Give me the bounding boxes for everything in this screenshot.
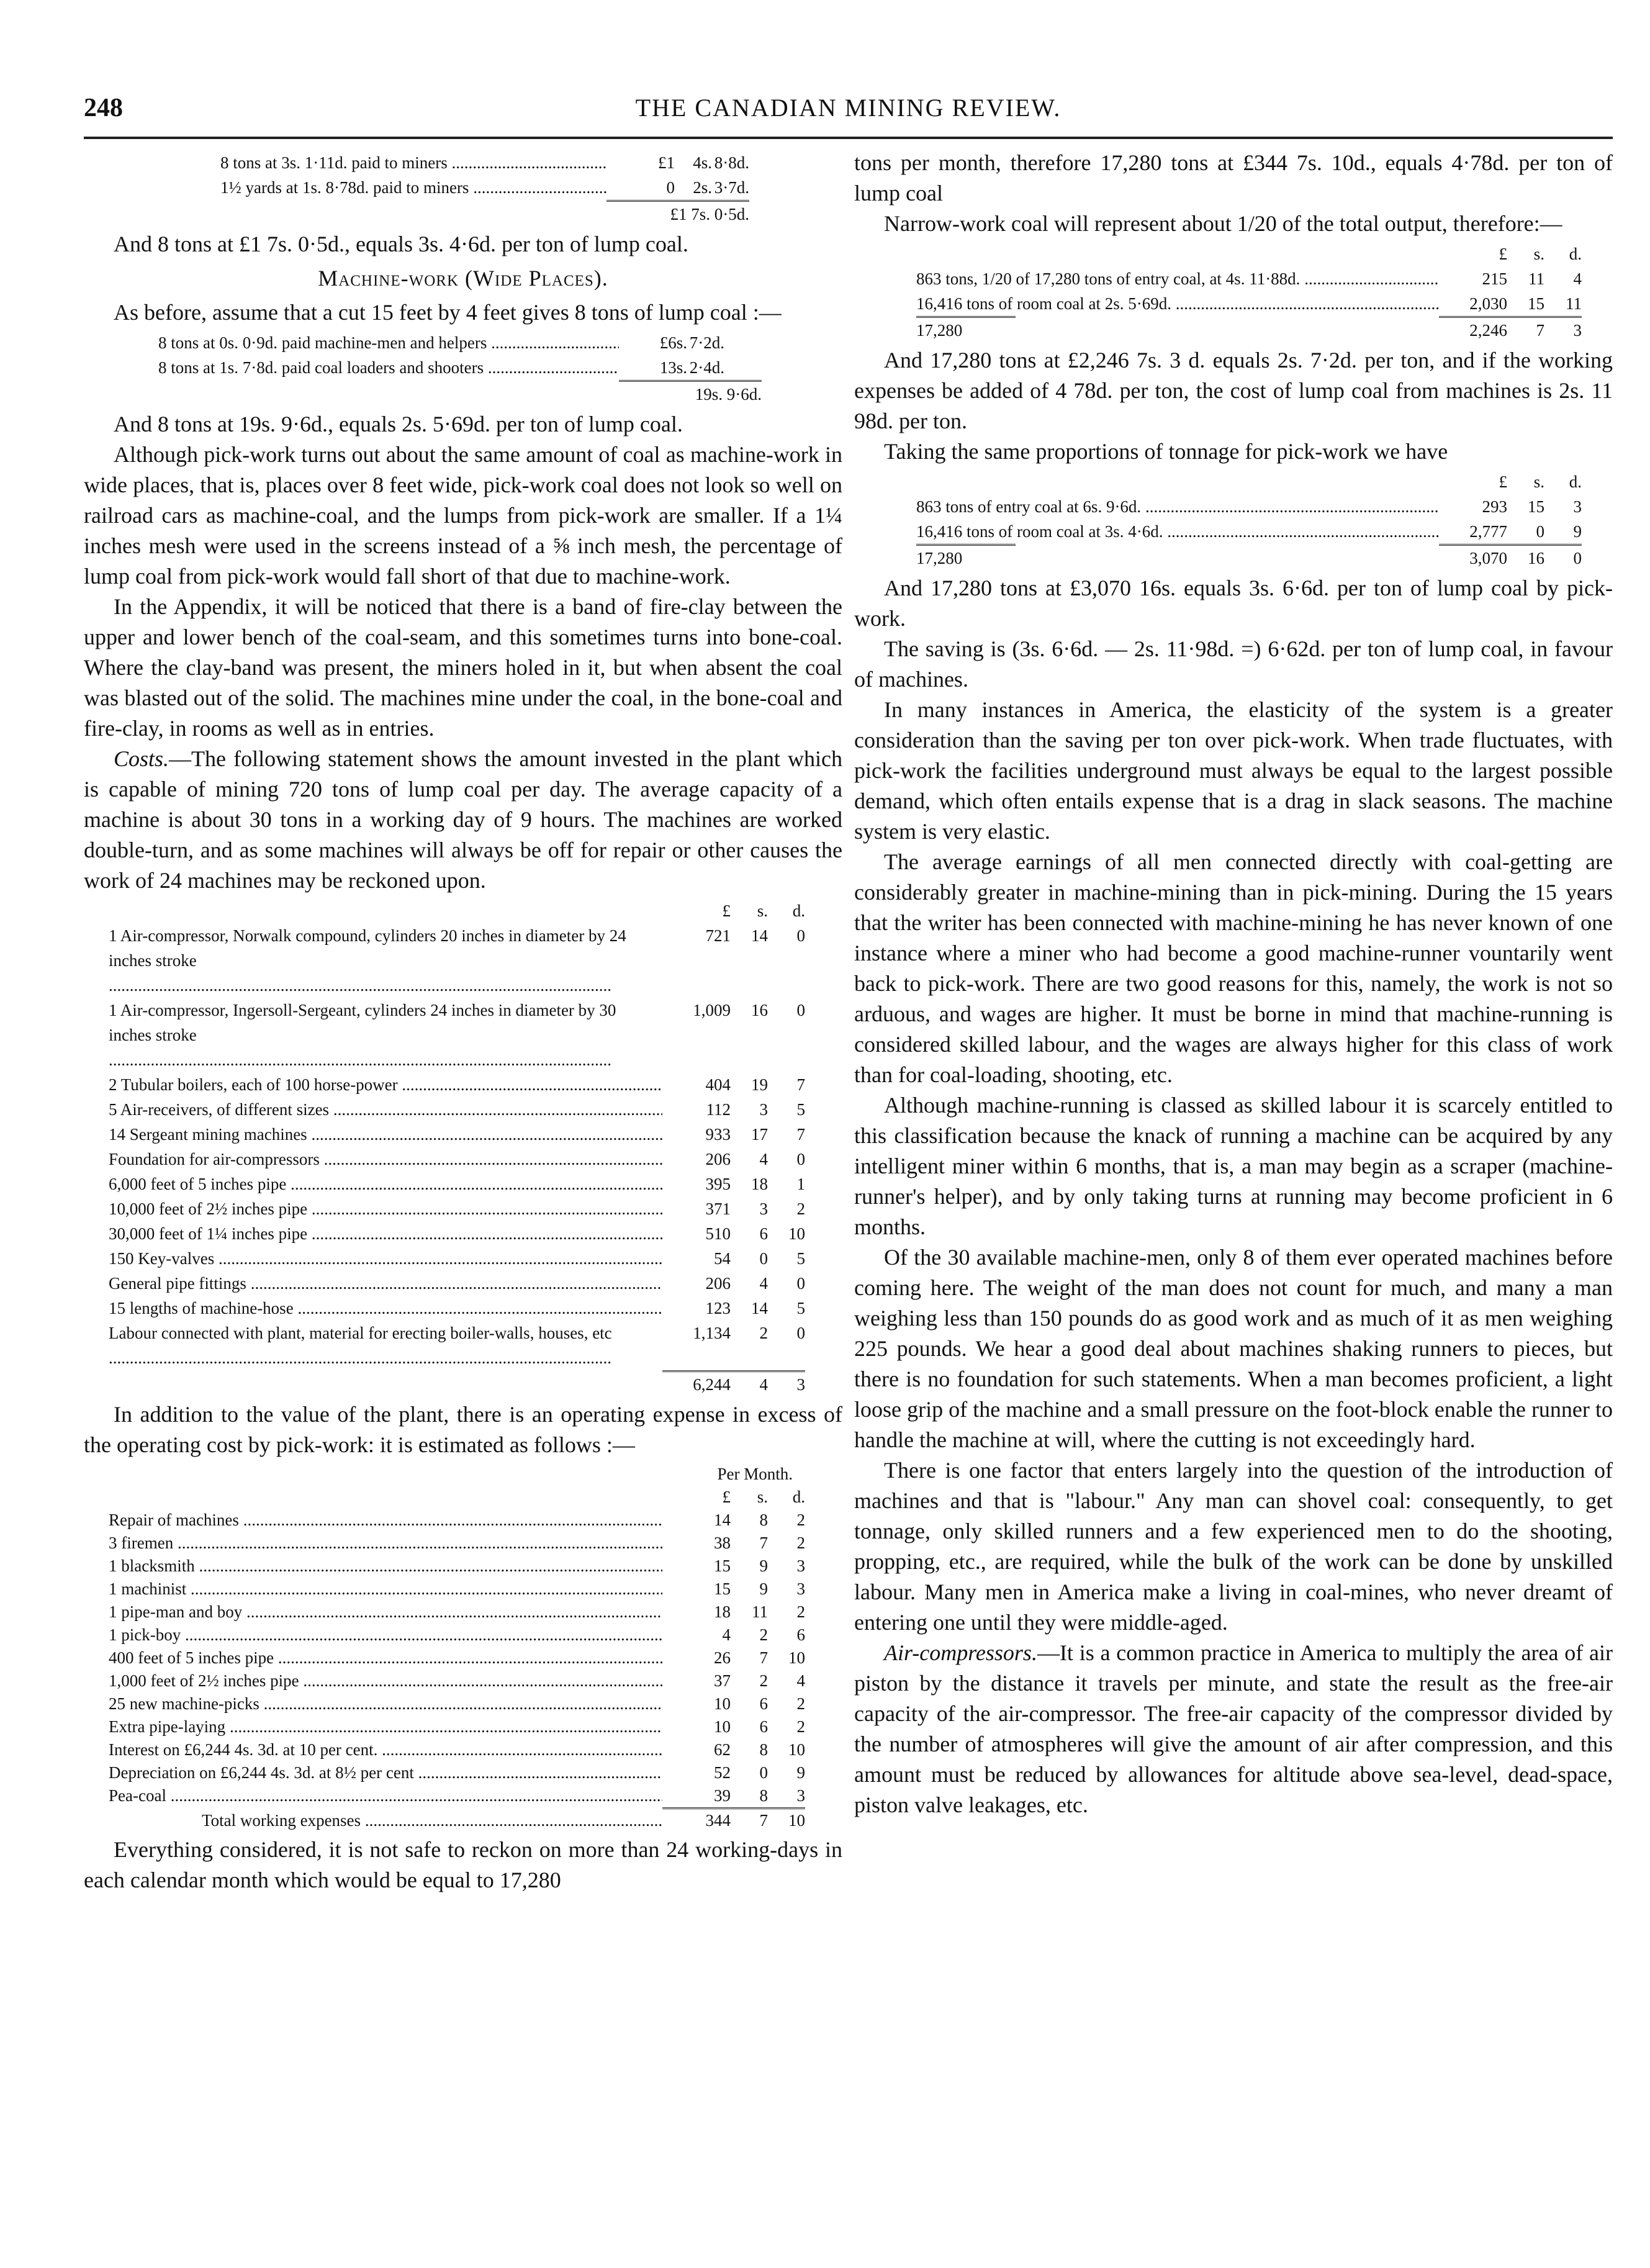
table-row: 3 firemen ..... 38 7 2 [109,1532,805,1555]
table-row: 8 tons at 1s. 7·8d. paid coal loaders and shooters ..... 13s. 2·4d. [158,355,762,380]
section-heading: Machine-work (Wide Places). [318,266,608,291]
table-row: 1 blacksmith ..... 15 9 3 [109,1555,805,1578]
page-number: 248 [84,94,123,122]
paragraph: Of the 30 available machine-men, only 8 of them ever operated machines before coming here. The weight of the man does not count for much, and many a man weighing less than 150 pounds do as good work and as much of it as men weighing 225 pounds. We hear a good deal about machines shaking runners to pieces, but there is no foundation for such statements. When a man becomes proficient, a light loose grip of the machine and a small pressure on the foot-block enable the runner to handle the machine at will, where the cutting is not exceedingly hard. [854,1245,1613,1452]
table-row: 16,416 tons of room coal at 2s. 5·69d. ..... 2,030 15 11 [916,291,1582,316]
table-row: Repair of machines ..... 14 8 2 [109,1509,805,1532]
table-row: 1½ yards at 1s. 8·78d. paid to miners ..... 0 2s. 3·7d. [220,175,749,200]
table-total: 19s. 9·6d. [158,380,762,407]
pick-work-wide-table [220,150,749,227]
table-row: 16,416 tons of room coal at 3s. 4·6d. ..... 2,777 0 9 [916,519,1582,544]
paragraph-costs: Costs.—The following statement shows the amount invested in the plant which is capable of mining 720 tons of lump coal per day. The average capacity of a machine is about 30 tons in a working day of 9 hours. The machines are worked double-turn, and as some machines will always be off for repair or other causes the work of 24 machines may be reckoned upon. [84,746,842,893]
paragraph: Although pick-work turns out about the same amount of coal as machine-work in wide places, that is, places over 8 feet wide, pick-work coal does not look so well on railroad cars as machine-coal, and the lumps from pick-work are smaller. If a 1¼ inches mesh were used in the screens instead of a ⅝ inch mesh, the percentage of lump coal from pick-work would fall short of that due to machine-work. [84,442,842,589]
table-row: 400 feet of 5 inches pipe ..... 26 7 10 [109,1647,805,1669]
table-row: 14 Sergeant mining machines ..... 933 17 7 [109,1122,805,1147]
table-row: 6,000 feet of 5 inches pipe ..... 395 18 1 [109,1172,805,1196]
paragraph: And 8 tons at 19s. 9·6d., equals 2s. 5·69d. per ton of lump coal. [114,412,683,436]
table-row: Foundation for air-compressors ..... 206 4 0 [109,1147,805,1172]
table-row: 30,000 feet of 1¼ inches pipe ..... 510 6 10 [109,1221,805,1246]
plant-investment-table [109,898,805,1397]
journal-title: THE CANADIAN MINING REVIEW. [635,94,1062,122]
table-header: £ s. d. [722,901,805,920]
table-row: 25 new machine-picks ..... 10 6 2 [109,1692,805,1715]
table-row: 150 Key-valves ..... 54 0 5 [109,1246,805,1271]
table-row: 863 tons, 1/20 of 17,280 tons of entry coal, at 4s. 11·88d. ..... 215 11 4 [916,266,1582,291]
paragraph: In many instances in America, the elasticity of the system is a greater consideration than the saving per ton over pick-work. When trade fluctuates, with pick-work the facilities underground must always be equal to the largest possible demand, which often entails expense that is a drag in slack seasons. The machine system is very elastic. [854,697,1613,844]
paragraph: And 17,280 tons at £2,246 7s. 3 d. equals 2s. 7·2d. per ton, and if the working expenses be added of 4 78d. per ton, the cost of lump coal from machines is 2s. 11 98d. per ton. [854,348,1613,433]
operating-expense-table [109,1463,805,1832]
paragraph: Narrow-work coal will represent about 1/20 of the total output, therefore:— [884,211,1562,236]
table-row: General pipe fittings ..... 206 4 0 [109,1271,805,1296]
paragraph: In the Appendix, it will be noticed that there is a band of fire-clay between the upper and lower bench of the coal-seam, and this sometimes turns into bone-coal. Where the clay-band was present, the miners holed in it, but when absent the coal was blasted out of the solid. The machines mine under the coal, in the bone-coal and fire-clay, in rooms as well as in entries. [84,594,842,741]
table-row: 5 Air-receivers, of different sizes ..... 112 3 5 [109,1097,805,1122]
table-header: Per Month. [717,1465,793,1483]
table-row: Depreciation on £6,244 4s. 3d. at 8½ per cent ..... 52 0 9 [109,1761,805,1784]
table-row: Interest on £6,244 4s. 3d. at 10 per cent. ..... 62 8 10 [109,1738,805,1761]
table-row: 1 pick-boy ..... 4 2 6 [109,1624,805,1647]
right-column [854,148,1613,1820]
paragraph: There is one factor that enters largely into the question of the introduction of machines and that is "labour." Any man can shovel coal: consequently, to get tonnage, only skilled runners and a few experienced men to do the shooting, propping, etc., are required, while the bulk of the work can be done by unskilled labour. Many men in America make a living in coal-mines, who never dreamt of entering one until they were middle-aged. [854,1458,1613,1635]
table-row: 2 Tubular boilers, each of 100 horse-power ..... 404 19 7 [109,1072,805,1097]
table-total: Total working expenses ..... 344 7 10 [109,1807,805,1832]
machine-cost-table [916,242,1582,343]
paragraph-air-compressors: Air-compressors.—It is a common practice in America to multiply the area of air piston by the distance it travels per minute, and state the result as the free-air capacity of the air-compressor. The free-air capacity of the compressor divided by the number of atmospheres will give the amount of air after compression, and this amount must be reduced by allowances for altitude above sea-level, dead-space, piston valve leakages, etc. [854,1640,1613,1817]
table-row: 10,000 feet of 2½ inches pipe ..... 371 3 2 [109,1196,805,1221]
running-header [84,93,1613,137]
table-row: Extra pipe-laying ..... 10 6 2 [109,1715,805,1738]
paragraph: Although machine-running is classed as skilled labour it is scarcely entitled to this classification because the knack of running a machine can be acquired by any intelligent miner within 6 months, that is, a man may begin as a scraper (machine-runner's helper), and by only taking turns at running may become proficient in 6 months. [854,1093,1613,1239]
pick-cost-table [916,469,1582,571]
table-row: 1 Air-compressor, Norwalk compound, cylinders 20 inches in diameter by 24 inches stroke ..... 721 14 0 [109,923,805,998]
paragraph: And 17,280 tons at £3,070 16s. equals 3s. 6·6d. per ton of lump coal by pick-work. [854,576,1613,631]
run-in-heading: Costs. [114,746,169,771]
paragraph: And 8 tons at £1 7s. 0·5d., equals 3s. 4·6d. per ton of lump coal. [114,232,688,256]
table-header: £ s. d. [1499,245,1582,263]
paragraph: The saving is (3s. 6·6d. — 2s. 11·98d. =) 6·62d. per ton of lump coal, in favour of machines. [854,636,1613,692]
paragraph: In addition to the value of the plant, there is an operating expense in excess of the operating cost by pick-work: it is estimated as follows :— [84,1402,842,1457]
run-in-heading: Air-compressors. [884,1640,1037,1665]
table-total: £1 7s. 0·5d. [220,200,749,227]
paragraph: Taking the same proportions of tonnage for pick-work we have [884,439,1448,464]
table-row: Pea-coal ..... 39 8 3 [109,1784,805,1807]
paragraph: Everything considered, it is not safe to reckon on more than 24 working-days in each calendar month which would be equal to 17,280 [84,1837,842,1892]
table-row: 1,000 feet of 2½ inches pipe ..... 37 2 4 [109,1669,805,1692]
left-column [84,148,842,1895]
table-subheader: £ s. d. [722,1488,805,1506]
table-total: 6,244 4 3 [109,1370,805,1397]
paragraph: The average earnings of all men connected directly with coal-getting are considerably greater in machine-mining than in pick-mining. During the 15 years that the writer has been connected with machine-mining he has never known of one instance where a miner who had become a good machine-runner vountarily went back to pick-work. There are two good reasons for this, namely, the work is not so arduous, and wages are higher. It must be borne in mind that machine-running is considered skilled labour, and the wages are always higher for this class of work than for coal-loading, shooting, etc. [854,849,1613,1087]
table-row: 15 lengths of machine-hose ..... 123 14 5 [109,1296,805,1321]
paragraph: tons per month, therefore 17,280 tons at £344 7s. 10d., equals 4·78d. per ton of lump coal [854,150,1613,206]
table-total: 17,280 2,246 7 3 [916,316,1582,343]
table-row: Labour connected with plant, material for erecting boiler-walls, houses, etc ..... 1,134 2 0 [109,1321,805,1370]
machine-work-wide-table [158,330,762,407]
table-row: 1 machinist ..... 15 9 3 [109,1578,805,1601]
table-header: £ s. d. [1499,472,1582,491]
table-row: 8 tons at 3s. 1·11d. paid to miners ..... £1 4s. 8·8d. [220,150,749,175]
table-total: 17,280 3,070 16 0 [916,544,1582,571]
table-row: 1 pipe-man and boy ..... 18 11 2 [109,1601,805,1624]
table-row: 8 tons at 0s. 0·9d. paid machine-men and helpers ..... £6s. 7·2d. [158,330,762,355]
table-row: 863 tons of entry coal at 6s. 9·6d. ..... 293 15 3 [916,494,1582,519]
header-rule [84,137,1613,139]
table-row: 1 Air-compressor, Ingersoll-Sergeant, cylinders 24 inches in diameter by 30 inches stroke ..... 1,009 16 0 [109,998,805,1072]
paragraph: As before, assume that a cut 15 feet by 4 feet gives 8 tons of lump coal :— [114,300,782,325]
